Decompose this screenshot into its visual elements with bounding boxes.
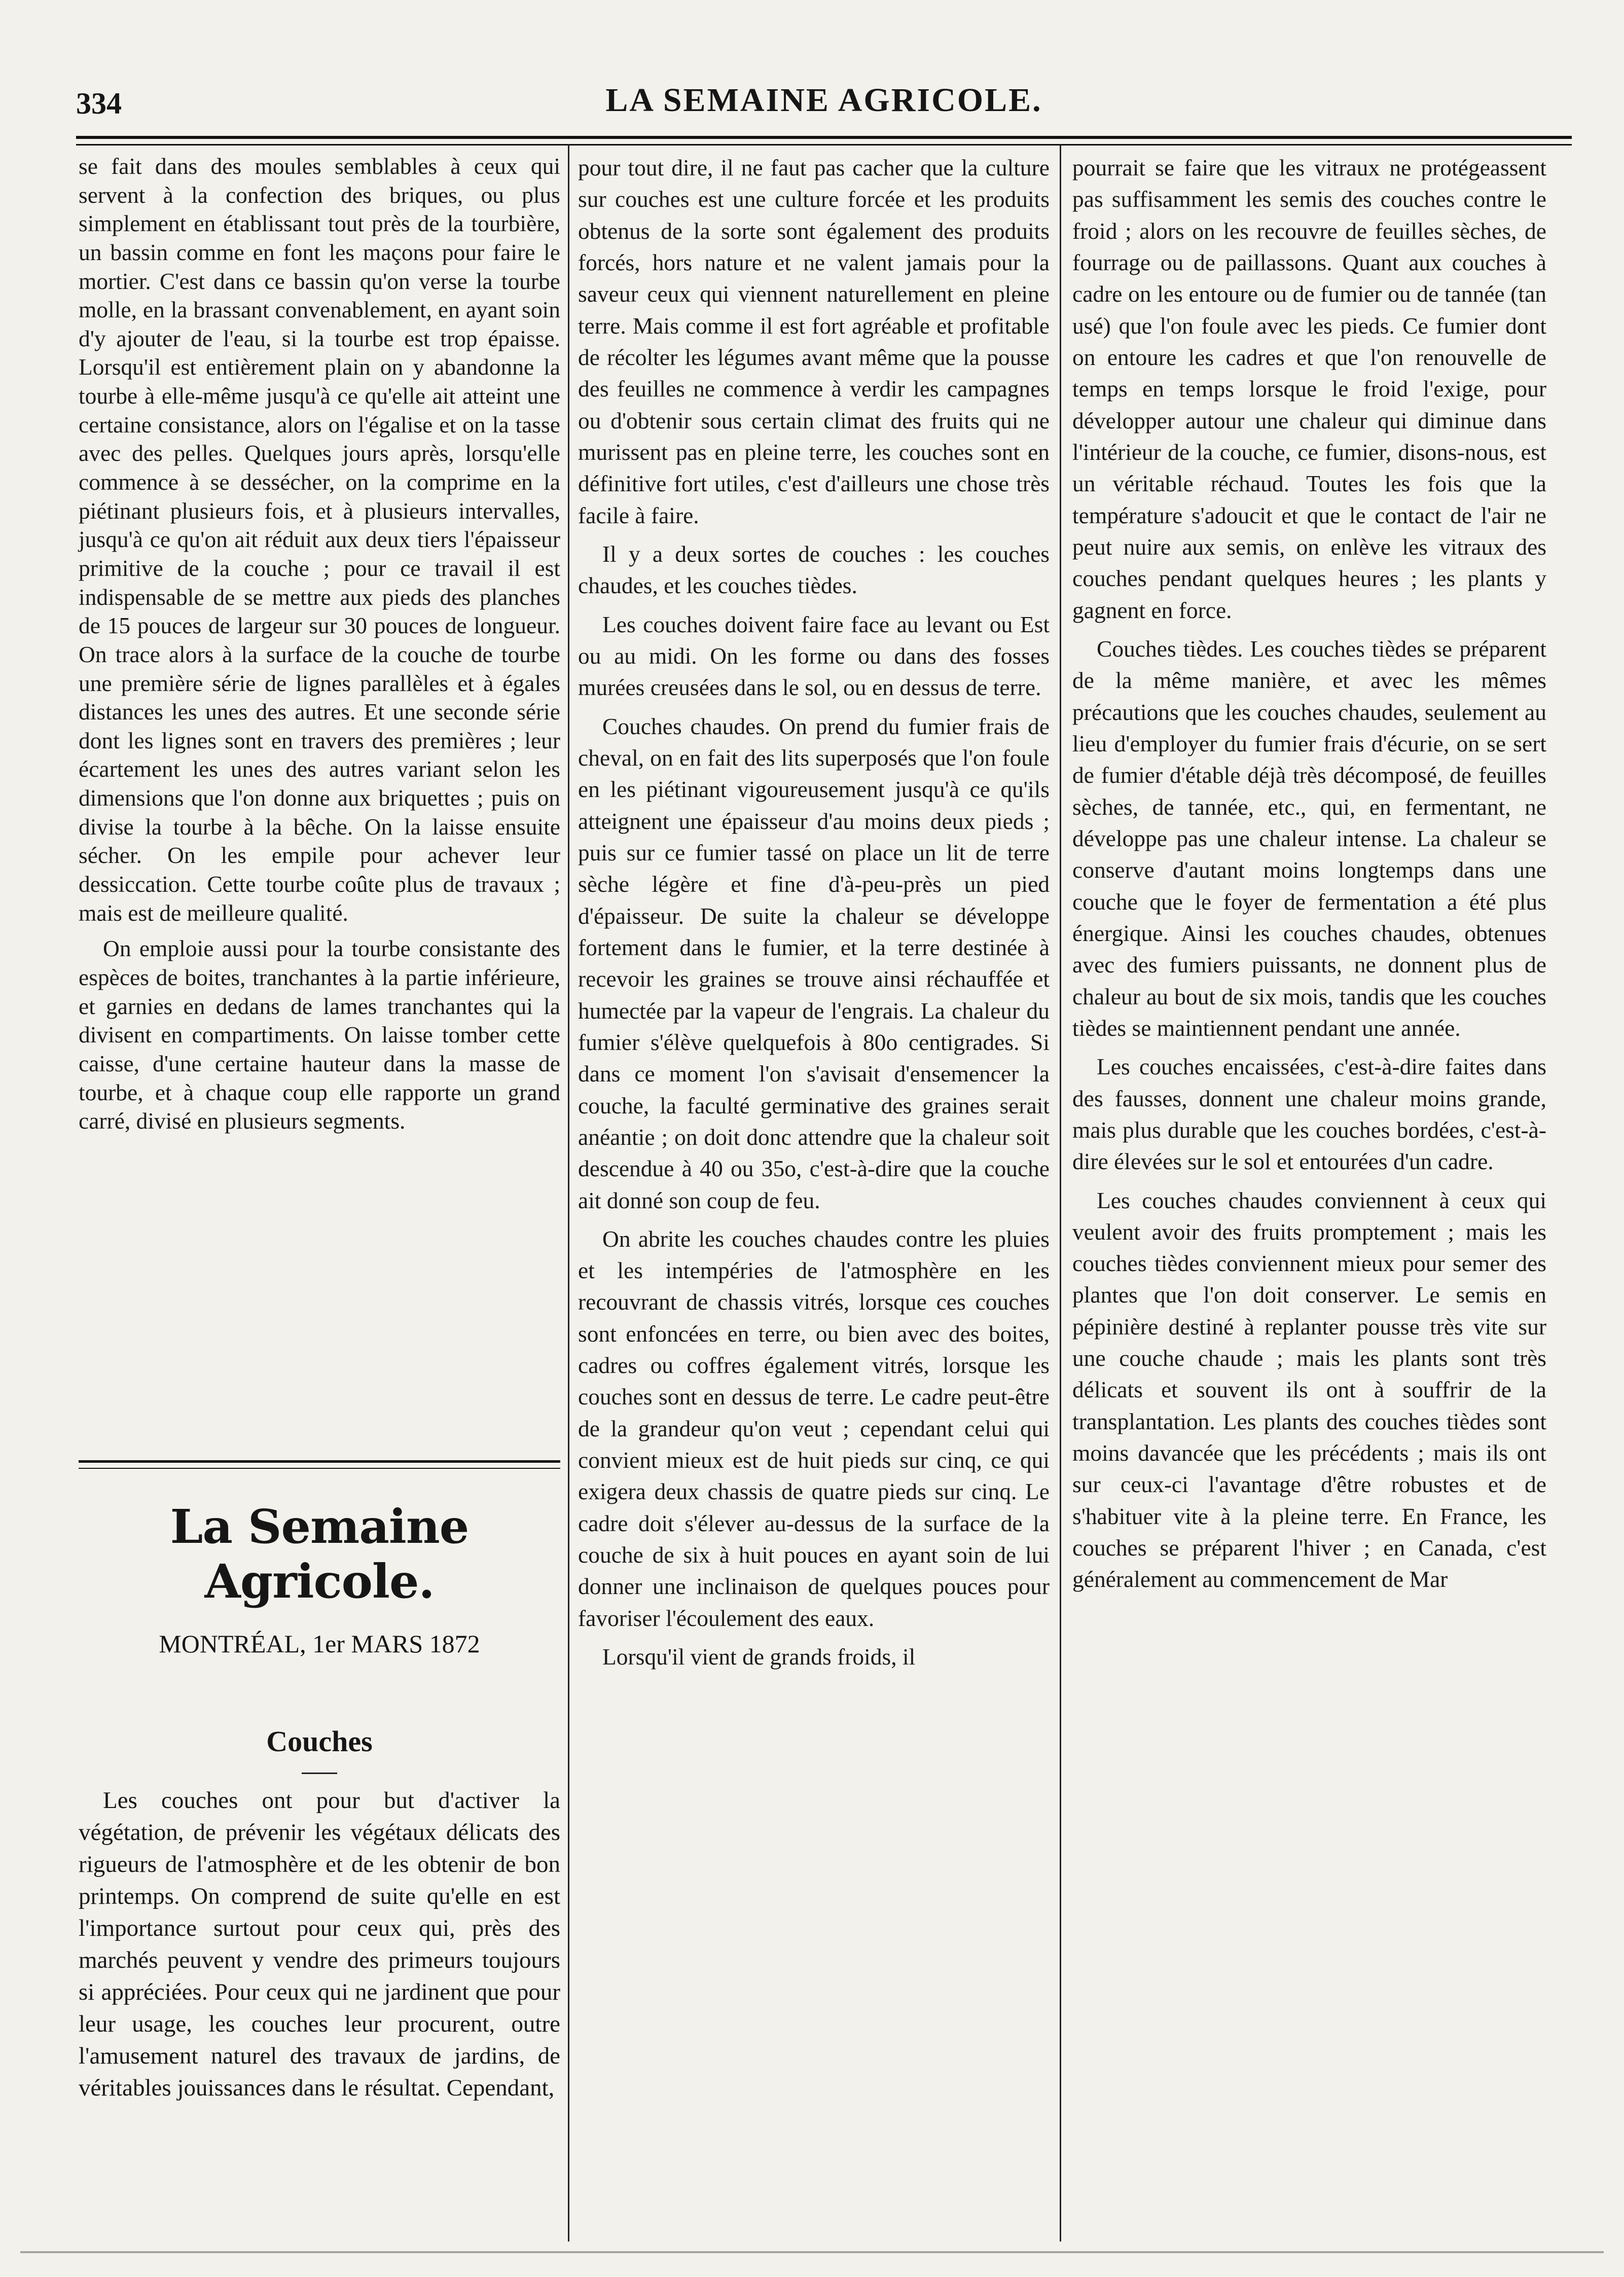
paragraph: On emploie aussi pour la tourbe consistante des espèces de boites, tranchantes à la partie inférieure, et garnies en dedans de lames tranchantes qui la divisent en compartiments. On laisse tomber cette caisse, d'une certaine hauteur dans la masse de tourbe, et à chaque coup elle rapporte un grand carré, divisé en plusieurs segments. <box>79 935 560 1134</box>
paragraph: Les couches encaissées, c'est-à-dire faites dans des fausses, donnent une chaleur moins grande, mais plus durable que les couches bordées, c'est-à-dire élevées sur le sol et entourées d'un cadre. <box>1072 1054 1546 1175</box>
column-1-article <box>79 1785 560 2104</box>
masthead-title: La Semaine Agricole. <box>170 1499 469 1609</box>
paragraph: Les couches doivent faire face au levant ou Est ou au midi. On les forme ou dans des fosses murées creusées dans le sol, ou en dessus de terre. <box>578 611 1050 701</box>
paragraph: se fait dans des moules semblables à ceux qui servent à la confection des briques, ou plus simplement en établissant tout près de la tourbière, un bassin comme en font les maçons pour faire le mortier. C'est dans ce bassin qu'on verse la tourbe molle, en la brassant convenablement, en ayant soin d'y ajouter de l'eau, si la tourbe est trop épaisse. Lorsqu'il est entièrement plain on y abandonne la tourbe à elle-même jusqu'à ce qu'elle ait atteint une certaine consistance, alors on l'égalise et on la tasse avec des pelles. Quelques jours après, lorsqu'elle commence à se dessécher, on la comprime en la piétinant plusieurs fois, et à plusieurs intervalles, jusqu'à ce qu'on ait réduit aux deux tiers l'épaisseur primitive de la couche ; pour ce travail il est indispensable de se mettre aux pieds des planches de 15 pouces de largeur sur 30 pouces de longueur. On trace alors à la surface de la couche de tourbe une première série de lignes parallèles et à égales distances les unes des autres. Et une seconde série dont les lignes sont en travers des premières ; leur écartement les unes des autres variant selon les dimensions que l'on donne aux briquettes ; puis on divise la tourbe à la bêche. On la laisse ensuite sécher. On les empile pour achever leur dessiccation. Cette tourbe coûte plus de travaux ; mais est de meilleure qualité. <box>79 153 560 926</box>
paragraph: Il y a deux sortes de couches : les couches chaudes, et les couches tièdes. <box>578 540 1050 599</box>
column-3 <box>1072 152 1546 1603</box>
column-2 <box>578 152 1050 1680</box>
paragraph: Couches chaudes. On prend du fumier frais de cheval, on en fait des lits superposés que l'on foule en les piétinant vigoureusement jusqu'à ce qu'ils atteignent une épaisseur d'au moins deux pieds ; puis sur ce fumier tassé on place un lit de terre sèche légère et fine d'à-peu-près un pied d'épaisseur. De suite la chaleur se développe fortement dans le fumier, et la terre destinée à recevoir les graines se trouve ainsi réchauffée et humectée par la vapeur de l'engrais. La chaleur du fumier s'élève quelquefois à 80o centigrades. Si dans ce moment l'on s'avisait d'ensemencer la couche, la faculté germinative des graines serait anéantie ; on doit donc attendre que la chaleur soit descendue à 40 ou 35o, c'est-à-dire que la couche ait donné son coup de feu. <box>578 713 1050 1213</box>
running-title: LA SEMAINE AGRICOLE. <box>605 82 1042 119</box>
section-divider <box>302 1773 337 1774</box>
paragraph: Les couches ont pour but d'activer la végétation, de prévenir les végétaux délicats des rigueurs de l'atmosphère et de les obtenir de bon printemps. On comprend de suite qu'elle en est l'importance surtout pour ceux qui, près des marchés peuvent y vendre des primeurs toujours si appréciées. Pour ceux qui ne jardinent que pour leur usage, les couches leur procurent, outre l'amusement naturel des travaux de jardins, de véritables jouissances dans le résultat. Cependant, <box>79 1787 560 2101</box>
paragraph: Couches tièdes. Les couches tièdes se préparent de la même manière, et avec les mêmes précautions que les couches chaudes, seulement au lieu d'employer du fumier frais d'écurie, on se sert de fumier d'étable déjà très décomposé, de feuilles sèches, de tannée, etc., qui, en fermentant, ne développe pas une chaleur intense. La chaleur se conserve d'autant moins longtemps dans une couche que le foyer de fermentation a été plus énergique. Ainsi les couches chaudes, obtenues avec des fumiers puissants, ne donnent plus de chaleur au bout de six mois, tandis que les couches tièdes se maintiennent pendant une année. <box>1072 635 1546 1041</box>
page-bottom-edge <box>20 2251 1604 2253</box>
section-title: Couches <box>266 1725 373 1758</box>
masthead-rule <box>79 1460 560 1469</box>
page-header <box>76 81 1572 137</box>
column-1 <box>79 152 560 1143</box>
column-separator <box>568 144 569 2242</box>
page-number: 334 <box>76 87 122 120</box>
dateline: MONTRÉAL, 1er MARS 1872 <box>159 1630 480 1658</box>
paragraph: pourrait se faire que les vitraux ne protégeassent pas suffisamment les semis des couches contre le froid ; alors on les recouvre de feuilles sèches, de fourrage ou de paillassons. Quant aux couches à cadre on les entoure ou de fumier ou de tannée (tan usé) que l'on foule avec les pieds. Ce fumier dont on entoure les cadres et que l'on renouvelle de temps en temps lorsque le froid l'exige, pour développer autour une chaleur qui diminue dans l'intérieur de la couche, ce fumier, disons-nous, est un véritable réchaud. Toutes les fois que la température s'adoucit et que le contact de l'air ne peut nuire aux semis, on enlève les vitraux des couches pendant quelques heures ; les plants y gagnent en force. <box>1072 155 1546 623</box>
paragraph: pour tout dire, il ne faut pas cacher que la culture sur couches est une culture forcée et les produits obtenus de la sorte sont également des produits forcés, hors nature et ne valent jamais pour la saveur ceux qui viennent naturellement en pleine terre. Mais comme il est fort agréable et profitable de récolter les légumes avant même que la pousse des feuilles ne commence à verdir les campagnes ou d'obtenir sous certain climat des fruits qui ne murissent pas en pleine terre, les couches sont en définitive fort utiles, c'est d'ailleurs une chose très facile à faire. <box>578 155 1050 528</box>
header-rule <box>76 136 1572 146</box>
paragraph: On abrite les couches chaudes contre les pluies et les intempéries de l'atmosphère en les recouvrant de chassis vitrés, lorsque ces couches sont enfoncées en terre, ou bien avec des boites, cadres ou coffres également vitrés, lorsque les couches sont en dessus de terre. Le cadre peut-être de la grandeur qu'on veut ; cependant celui qui convient mieux est de huit pieds sur cinq, ce qui exigera deux chassis de quatre pieds sur cinq. Le cadre doit s'élever au-dessus de la surface de la couche de six à huit pouces en ayant soin de lui donner une inclinaison de quelques pouces pour favoriser l'écoulement des eaux. <box>578 1225 1050 1631</box>
paragraph: Les couches chaudes conviennent à ceux qui veulent avoir des fruits promptement ; mais les couches tièdes conviennent mieux pour semer des plantes que l'on doit conserver. Le semis en pépinière destiné à replanter pousse très vite sur une couche chaude ; mais les plants sont très délicats et souvent ils ont à souffrir de la transplantation. Les plants des couches tièdes sont moins davancée que les précédents ; mais ils ont sur ceux-ci l'avantage d'être robustes et de s'habituer vite à la pleine terre. En France, les couches se préparent l'hiver ; en Canada, c'est généralement au commencement de Mar <box>1072 1187 1546 1593</box>
column-separator <box>1060 144 1061 2242</box>
paragraph: Lorsqu'il vient de grands froids, il <box>602 1644 916 1670</box>
masthead-block <box>79 1460 560 1791</box>
